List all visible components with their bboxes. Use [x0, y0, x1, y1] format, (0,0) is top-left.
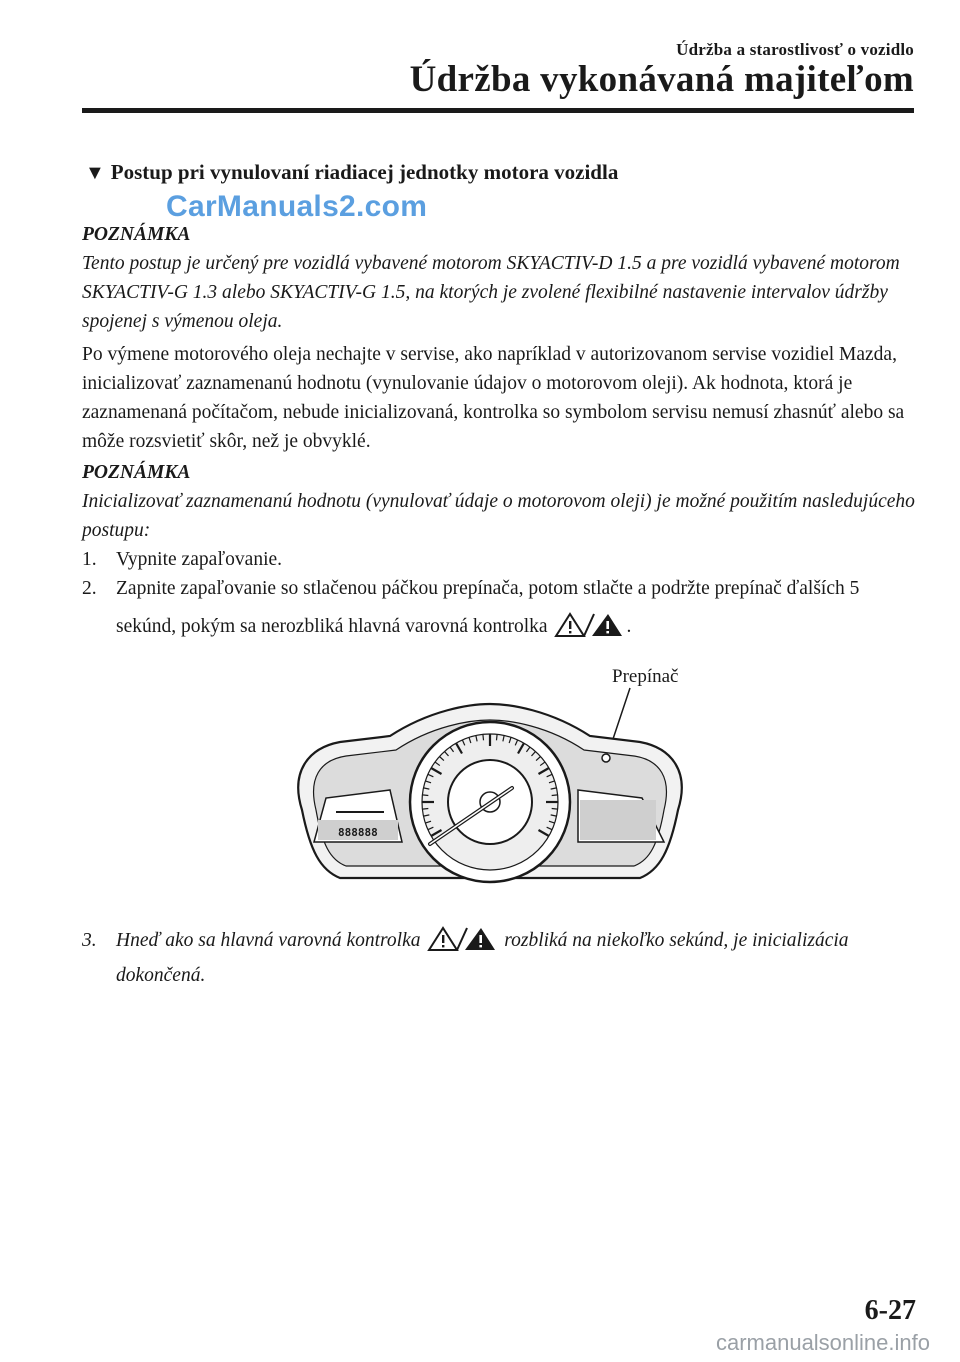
- main-paragraph: Po výmene motorového oleja nechajte v servise, ako napríklad v autorizovanom servise vozidiel Mazda, inicializovať zaznamenanú hodnotu (vynulovanie údajov o motorovom oleji). Ak hodnota, ktorá je zaznamenaná počítačom, nebude inicializovaná, kontrolka so symbolom servisu nemusí zhasnúť alebo sa môže rozsvietiť skôr, než je obvyklé.: [82, 344, 905, 452]
- gauge-tick: [483, 734, 484, 740]
- header-rule: [82, 108, 914, 113]
- right-display-screen: [580, 800, 656, 840]
- step-1-text: Vypnite zapaľovanie.: [116, 549, 283, 570]
- switch-knob: [602, 754, 610, 762]
- gauge-tick: [552, 795, 558, 796]
- figure-label: Prepínač: [612, 666, 679, 687]
- gauge-tick: [422, 795, 428, 796]
- step-list: [82, 545, 922, 652]
- step-2: [82, 570, 922, 652]
- note1-text: Tento postup je určený pre vozidlá vybavené motorom SKYACTIV-D 1.5 a pre vozidlá vybavené motorom SKYACTIV-G 1.3 alebo SKYACTIV-G 1.5, na ktorých je zvolené flexibilné nastavenie intervalov údržby spojenej s výmenou oleja.: [82, 253, 900, 332]
- section-marker: ▼: [85, 162, 105, 184]
- watermark: CarManuals2.com: [166, 190, 428, 223]
- note2-intro: Inicializovať zaznamenanú hodnotu (vynulovať údaje o motorovom oleji) je možné použitím nasledujúceho postupu:: [82, 491, 915, 541]
- odometer-readout: 888888: [338, 826, 378, 839]
- note1: [82, 220, 922, 336]
- step-2-end: .: [626, 616, 632, 637]
- step-1-number: 1.: [82, 549, 97, 570]
- note2: [82, 458, 922, 652]
- master-warning-icon: [554, 612, 624, 652]
- step-2-number: 2.: [82, 578, 97, 599]
- step-3-number: 3.: [82, 930, 97, 951]
- gauge-tick: [496, 734, 497, 740]
- section-title-text: Postup pri vynulovaní riadiacej jednotky motora vozidla: [110, 160, 619, 184]
- header-title: Údržba vykonávaná majiteľom: [409, 59, 914, 100]
- header-chapter: Údržba a starostlivosť o vozidlo: [676, 40, 914, 59]
- gauge-tick: [552, 808, 558, 809]
- section-title: [85, 160, 618, 185]
- step-3-text-b: rozbliká na niekoľko sekúnd, je inicializácia dokončená.: [116, 930, 849, 986]
- step-2-text: Zapnite zapaľovanie so stlačenou páčkou prepínača, potom stlačte a podržte prepínač ďalších 5 sekúnd, pokým sa nerozbliká hlavná varovná kontrolka: [116, 578, 860, 637]
- gauge-tick: [422, 808, 428, 809]
- master-warning-icon-2: [427, 926, 497, 961]
- step-3: [82, 926, 922, 990]
- step-3-text-a: Hneď ako sa hlavná varovná kontrolka: [116, 930, 421, 951]
- instrument-cluster-figure: [280, 660, 700, 900]
- page-number: 6-27: [864, 1295, 916, 1326]
- note2-label: POZNÁMKA: [82, 462, 191, 483]
- note1-label: POZNÁMKA: [82, 224, 191, 245]
- site-watermark: carmanualsonline.info: [715, 1330, 930, 1355]
